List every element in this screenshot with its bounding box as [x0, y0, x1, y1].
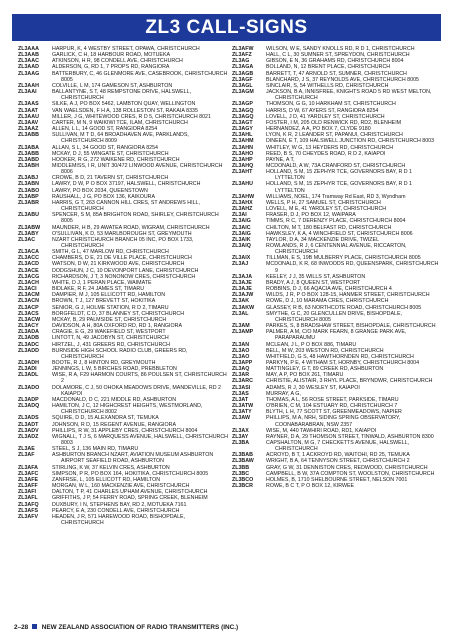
holder-address: LOVELL, J D, 41 YARDLEY ST, CHRISTCHURCH [266, 113, 385, 120]
callsign: ZL3ABU [18, 212, 39, 219]
callsign: ZL3AHT [232, 169, 253, 176]
holder-address: CHAMBERS, D E, 21 DE VILLE PLACE, CHRISTCHURCH [52, 255, 192, 262]
callsign: ZL3ACC [18, 255, 39, 262]
holder-address: SENIOR, G J, HOLME STATION, R D 2, TIMARU [52, 304, 169, 311]
holder-address: SQUIRE, D D, 15 ALEXANDRA ST, TEMUKA [52, 415, 159, 422]
callsign: ZL3ACA [18, 249, 39, 256]
callsign: ZL3AS [232, 390, 249, 397]
holder-address: PALMER, A M, C/O MARK FEARN, 8 GRANGE PARK AVE, PARAPARAUMU [266, 329, 407, 342]
callsign-entry [18, 434, 228, 446]
holder-address: ACROYD, B T, 1 ACKROYD RD, WAITOHI, RD 25, TEMUKA [266, 452, 410, 459]
callsign: ZL3AMP [232, 329, 254, 336]
holder-address: WILSON, W E, SANDY KNOLLS RD, R D 1, CHRISTCHURCH [266, 46, 415, 52]
holder-address: FOSTER, I M, 205 OLD RENWICK RD, RD2, BLENHEIM [266, 119, 402, 126]
holder-address: MCLEAN, J L, P O BOX 886, TIMARU [266, 341, 357, 348]
holder-address: BELL, M W, 203 WESTON RD, CHRISTCHURCH [266, 347, 384, 354]
holder-address: ADAMS, R J, 30 WESLEY ST, KAIAPOI [266, 384, 360, 391]
callsign: ZL3AGY [232, 126, 253, 133]
callsign: ZL3ABR [18, 199, 39, 206]
callsign: ZL3AAV [18, 119, 39, 126]
holder-address: CRAGIE, E G, 29 WAKEFIELD ST, WESTPORT [52, 329, 166, 336]
callsign: ZL3BCO [232, 476, 254, 483]
callsign: ZL3AFS [18, 507, 39, 514]
callsign: ZL3AHO [232, 150, 254, 157]
callsign: ZL3ADA [18, 329, 39, 336]
callsign: ZL3ASI [232, 384, 251, 391]
holder-address: BARRETT, T, 47 ARNOLD ST, SUMNER, CHRISTCHURCH [266, 70, 407, 77]
callsign: ZL3ADB [18, 335, 39, 342]
callsign: ZL3AM [232, 323, 250, 330]
holder-address: DUXBURY, I N, STEPHENS BAY, RD 2, MOTUEKA 7161 [52, 501, 187, 508]
holder-address: BORGFELDT, C D, 37 BLANNEY ST, CHRISTCHURCH [52, 310, 185, 317]
callsign: ZL3AX [232, 427, 249, 434]
holder-address: JENNINGS, L W, 5 BIRCHES ROAD, PREBBLETON [52, 366, 177, 373]
holder-address: DINEEN, E T, 109 HALSWELL JUNCTION RD, CHRISTCHURCH 8003 [266, 138, 435, 145]
callsign-entry [232, 483, 442, 489]
callsign: ZL3AFZ [232, 52, 252, 59]
callsign-entry [18, 385, 228, 397]
callsign: ZL3AT [232, 396, 249, 403]
callsign: ZL3ABP [18, 193, 39, 200]
callsign-list-right [232, 46, 442, 489]
holder-address: DAVIDSON, A H, 80A OXFORD RD, RD 1, RANGIORA [52, 323, 182, 330]
holder-address: O'SULLIVAN, K D, 53 MARLBOROUGH ST, GREYMOUTH [52, 230, 192, 237]
callsign: ZL3ADP [18, 396, 39, 403]
holder-address: WRIGHT, B A, 64 TENNYSON STREET, CHRISTCHURCH 2 [266, 458, 410, 465]
callsign: ZL3AGM [232, 89, 254, 96]
holder-address: MAUNDER, H B, 29 AWATEA ROAD, WIGRAM, CHRISTCHURCH [52, 224, 210, 231]
holder-address: SMYTHE, G C, 20 GLENCULLEN DRIVE, BISHOPDALE, CHRISTCHURCH 8005 [266, 310, 402, 323]
square-bullet-icon [32, 624, 37, 629]
callsign: ZL3ACN [18, 298, 39, 305]
callsign: ZL3AHM [232, 138, 254, 145]
holder-address: WELLS, P H, 27 SAMUEL ST, CHRISTCHURCH [266, 199, 381, 206]
callsign: ZL3AAD [18, 64, 39, 71]
holder-address: HAMILTON, J C, 12 HIGHCREST HEIGHTS, WESTMORLAND, CHRISTCHURCH 8002 [52, 403, 203, 416]
holder-address: PHILLIPS, M A, NRH, SIDING SPRING OBSERVATORY, COONABARABRAN, NSW 2357 [266, 415, 401, 428]
callsign: ZL3ADL [18, 372, 39, 379]
holder-address: WHITFIELD, G S, 48 HAWTHORNDEN RD, CHRISTCHURCH [266, 353, 414, 360]
callsign: ZL3AIQ [232, 243, 251, 249]
holder-address: MCKAY, B, 29 PALMSIDE ST, CHRISTCHURCH [52, 316, 167, 323]
callsign: ZL3AO [232, 353, 250, 360]
holder-address: LAWRY, PO BOX 2034, QUEENSTOWN [52, 187, 148, 194]
page-number: 2–28 [14, 624, 29, 631]
callsign: ZL3AFE [18, 476, 39, 483]
callsign: ZL3AIK [232, 236, 251, 243]
callsign: ZL3AAH [18, 82, 39, 89]
callsign: ZL3ADZ [18, 433, 39, 440]
callsign: ZL3ACE [18, 267, 39, 274]
callsign: ZL3AF [18, 452, 35, 459]
callsign: ZL3AGL [232, 82, 253, 89]
holder-address: ATKINSON, H R, 98 CONDELL AVE, CHRISTCHURCH [52, 58, 183, 65]
callsign: ZL3BC [232, 470, 250, 477]
holder-address: TIMMS, R C, 7 DERENZY PLACE, CHRISTCHURCH 8004 [266, 218, 406, 225]
callsign: ZL3AGT [232, 119, 253, 126]
callsign-entry [18, 212, 228, 224]
holder-address: PARKYN, P E, 4 WITHAM ST, HORNBY, CHRISTCHURCH 8004 [266, 359, 420, 366]
holder-address: MCDONALD, A W, 73A CRANFORD ST, CHRISTCHURCH [266, 162, 406, 169]
callsign: ZL3ACH [18, 279, 39, 286]
callsign: ZL3AIX [232, 255, 251, 262]
callsign: ZL3AJE [232, 279, 252, 286]
holder-address: ALLEN, L L, 14 GOOD ST, RANGIORA 8254 [52, 126, 158, 133]
holder-address: ROWE, B C T, P O BOX 12, KIRWEE [266, 483, 355, 490]
holder-address: WHITLEY, W G, 13 HEYDERS RD, CHRISTCHURCH [266, 144, 394, 151]
holder-address: BURNSIDE HIGH SCHOOL RADIO CLUB, GREERS RD, CHRISTCHURCH [52, 347, 188, 360]
callsign: ZL3ATY [232, 409, 252, 416]
callsign: ZL3AGA [232, 64, 254, 71]
holder-address: RAYNER, D A, 29 THOMSON STREET, TINWALD, ASHBURTON 8300 [266, 433, 434, 440]
holder-address: ASHBURTON BRANCH NZART, AVIATION MUSEUM ASHBURTON AIRPORT SEAFIELD ROAD, ASHBURTON [52, 452, 214, 465]
holder-address: CAMPBELL, B W, 37A COMPTON ST, WOOLSTON, CHRISTCHURCH [266, 470, 435, 477]
callsign-entry [18, 89, 228, 101]
callsign: ZL3ACD [18, 261, 39, 268]
callsign: ZL3AN [232, 341, 250, 348]
callsign: ZL3ABO [18, 187, 40, 194]
holder-address: WILDS, J R, P O BOX 128-15, HANMER STREET, CHRISTCHURCH [266, 292, 430, 299]
holder-address: HOLLAND, S M, 15 ZEPHYR TCE, GOVERNORS BAY, R D 1 LYTTELTON [266, 181, 412, 194]
holder-address: FRASER, D J, PO BOX 12, WAIPARA [266, 212, 356, 219]
holder-address: MAY, A P, PO BOX 261, TIMARU [266, 372, 344, 379]
callsign: ZL3AFA [18, 464, 39, 471]
holder-address: SINCLAIR, S, 54 WITHELLS RD, CHRISTCHURCH [266, 82, 389, 89]
callsign: ZL3ACY [18, 323, 39, 330]
holder-address: GIBSON, E N, 36 GRAHAMS RD, CHRISTCHURCH 8004 [266, 58, 404, 65]
callsign-entry [232, 415, 442, 427]
callsign: ZL3AHZ [232, 206, 253, 213]
callsign: ZL3ABY [18, 230, 39, 237]
callsign: ZL3ACP [18, 304, 39, 311]
holder-address: CHRISTIE, ALISTAIR, 3 RHYL PLACE, BRYNDWR, CHRISTCHURCH [266, 378, 433, 385]
callsign-entry [18, 200, 228, 212]
holder-address: BATTERBURY, C, 46 GLENMORE AVE, CASEBROOK, CHRISTCHURCH 8005 [52, 70, 228, 83]
holder-address: RAUSHALL, J G, PO BOX 136, KAIKOURA [52, 193, 156, 200]
callsign: ZL3ARC [232, 378, 253, 385]
callsign: ZL3ABB [18, 132, 39, 139]
callsign: ZL3AK [232, 298, 250, 305]
callsign: ZL3AL [232, 310, 249, 317]
callsign: ZL3AQ [232, 366, 250, 373]
callsign: ZL3AAU [18, 113, 39, 120]
callsign: ZL3AHP [232, 156, 253, 163]
callsign: ZL3ABD [18, 156, 39, 163]
callsign: ZL3AAT [18, 107, 38, 114]
holder-address: REED, B S, 70 CHEYDES ROAD, R D 2, KAIAPOI [266, 150, 386, 157]
callsign-entry [232, 181, 442, 193]
holder-address: HEADEN, J R, 571 HAREWOOD ROAD, BISHOPDALE, CHRISTCHURCH [52, 513, 186, 527]
callsign: ZL3AKW [232, 304, 255, 311]
callsign-entry [232, 440, 442, 452]
holder-address: SULLIVAN, M T D, 64 BROADHAVEN AVE, PARKLANDS, CHRISTCHURCH 8009 [52, 132, 189, 145]
holder-address: CROWE, B D, 21 TAVERN ST, CHRISTCHURCH [52, 175, 169, 182]
callsign: ZL3ACW [18, 316, 41, 323]
callsign: ZL3AHX [232, 199, 253, 206]
callsign: ZL3APP [232, 359, 253, 366]
callsign: ZL3AJW [232, 292, 254, 299]
callsign: ZL3AFW [232, 46, 254, 52]
publisher-name: NEW ZEALAND ASSOCIATION OF RADIO TRANSMITTERS (INC.) [41, 624, 239, 631]
callsign: ZL3AFV [18, 513, 39, 520]
holder-address: THOMSON, G G, 10 HARKHAM ST, CHRISTCHURCH [266, 101, 396, 108]
holder-address: BOOTE, R J, 8 HINTON RD, GREYMOUTH [52, 359, 156, 366]
callsign: ZL3AHL [232, 132, 253, 139]
holder-address: MATTINGLEY, G T, 89 CREEK RD, ASHBURTON [266, 366, 384, 373]
callsign-entry [18, 71, 228, 83]
callsign: ZL3ADV [18, 427, 39, 434]
callsign: ZL3BB [232, 464, 250, 471]
callsign: ZL3AHQ [232, 162, 254, 169]
holder-address: BLANCHARD, J S, 37 REYNOLDS AVE, CHRISTCHURCH 8005 [266, 76, 419, 83]
holder-address: HOOKER, R G, 272 WAIKENE RD, CHRISTCHURCH [52, 156, 180, 163]
holder-address: DOLAMORE, C J, 50 OHOKA MEADOWS DRIVE, MANDEVILLE, RD 2 KAIAPOI [52, 384, 221, 397]
holder-address: WHITE, D J, 1 PERAN PLACE, WAIMATE [52, 279, 152, 286]
callsign-entry [18, 237, 228, 249]
holder-address: ALDERSON, G, RD 1, 7 PROPS RD, RANGIORA [52, 64, 170, 71]
callsign: ZL3AGQ [232, 107, 254, 114]
holder-address: GLASSEY, R B, 63 NORTHCOTE ROAD, CHRISTCHURCH 8005 [266, 304, 422, 311]
callsign: ZL3AAI [18, 89, 37, 96]
callsign-entry [18, 403, 228, 415]
holder-address: WILLIAMS, NOEL, 174 Tramway Rd East, RD 3, Wyndham [266, 193, 406, 200]
holder-address: JOHNSON, R D, 15 REGENT AVENUE, RANGIORA [52, 421, 177, 428]
callsign: ZL3AAC [18, 58, 39, 65]
holder-address: LYON, K R, 2 LEANDER ST, PAPANUI, CHRISTCHURCH [266, 132, 403, 139]
holder-address: HOLLAND, S M, 15 ZEPHYR TCE, GOVERNORS BAY, R D 1 LYTTELTON [266, 169, 412, 182]
holder-address: HALL, C L, 30 SUMNER ST, SPREYDON, CHRISTCHURCH [266, 52, 410, 59]
callsign: ZL3BAB [232, 452, 253, 459]
callsign: ZL3AC [18, 236, 36, 243]
holder-address: BRADY, A J, 8 QUEEN ST, WESTPORT [266, 279, 361, 286]
callsign-entry [232, 329, 442, 341]
holder-address: SPENCER, S M, 85A BRIGHTON ROAD, SHIRLEY, CHRISTCHURCH 8005 [52, 212, 219, 225]
holder-address: STIRLING, K W, 37 KELVIN CRES, ASHBURTON [52, 464, 170, 471]
holder-address: ROWLANDS, R J, 6 CENTENNIAL AVENUE, RICCARTON, CHRISTCHURCH [266, 243, 407, 256]
holder-address: HIRTZEL, J, 431 GREERS RD, CHRISTCHURCH [52, 341, 170, 348]
holder-address: CARTER, M N, 9 WAIKIWI TCE, ILAM, CHRISTCHURCH [52, 119, 188, 126]
holder-address: GARLICK, C H, 18 HARBOUR ROAD, MOTUEKA [52, 52, 171, 59]
callsign-entry [18, 514, 228, 526]
callsign: ZL3ACG [18, 273, 40, 280]
page-title: ZL3 CALL-SIGNS [12, 14, 441, 41]
holder-address: HARPUR, K, 4 WESTBY STREET, OPAWA, CHRISTCHURCH [52, 46, 200, 52]
holder-address: MILLER, J G, WHITEWOOD CRES, R D 5, CHRISTCHURCH 8021 [52, 113, 211, 120]
holder-address: MACDONALD, D C, 221 MIDDLE RD, ASHBURTON [52, 396, 177, 403]
holder-address: PHILLIPS, R W, 31 APPLEBY CRES, CHRISTCHURCH 8004 [52, 427, 198, 434]
callsign: ZL3AO [232, 347, 250, 354]
page-footer [14, 624, 238, 631]
holder-address: CAPSHALTON, M G, 7 CHECKETTS AVENUE, HALSWELL, CHRISTCHURCH [266, 440, 410, 453]
callsign: ZL3ABJ [18, 175, 39, 182]
callsign-list-left [18, 46, 228, 526]
callsign: ZL3AAB [18, 52, 39, 59]
holder-address: JACKSON, B A, INNISFREE, KNIGHTS ROAD 5 RD WEST MELTON, CHRISTCHURCH [266, 89, 432, 102]
callsign: ZL3BAW [232, 458, 254, 465]
callsign: ZL3ADD [18, 347, 39, 354]
callsign: ZL3AHU [232, 181, 253, 188]
callsign: ZL3ADO [18, 384, 40, 391]
holder-address: WIGNALL, T J S, 6 MARQUESS AVENUE, HALSWELL, CHRISTCHURCH 8003 [52, 433, 229, 446]
callsign-entry [18, 132, 228, 144]
holder-address: RICHARDSON, J T, 3 NONONOW CRES, CHRISTCHURCH [52, 273, 196, 280]
holder-address: DAMPIER, M J, 105 ELLICOTT RD, HAMILTON [52, 292, 166, 299]
holder-address: MCKAY, D J, 55 WINGATE ST, CHRISTCHURCH [52, 150, 169, 157]
callsign: ZL3AJ [232, 261, 249, 268]
holder-address: SIMPSON, P R, PO BOX 164, HOKITIKA, CHRISTCHURCH 8005 [52, 470, 209, 477]
holder-address: PEARCY, E A, 230 CONDELL AVE, CHRISTCHURCH [52, 507, 180, 514]
holder-address: SMITH, G L, 47 MARLOW RD, CHRISTCHURCH [52, 249, 169, 256]
callsign: ZL3AFL [18, 495, 38, 502]
callsign: ZL3AIG [232, 230, 251, 237]
callsign: ZL3AW [232, 415, 250, 422]
callsign: ZL3AGB [232, 70, 254, 77]
holder-address: KEELEY, J J, 35 WILLS ST, ASHBURTON [266, 273, 366, 280]
callsign: ZL3ADC [18, 341, 39, 348]
callsign-entry [232, 169, 442, 181]
holder-address: WISE, R A, F29 HARMON COURTS, 86 POULSEN ST, CHRISTCHURCH 2 [52, 372, 227, 385]
holder-address: GRIFFITHS, J P, 54 FERRY ROAD, SPRING CREEK, BLENHEIM [52, 495, 208, 502]
callsign: ZL3ACS [18, 310, 39, 317]
holder-address: THOMAS, A L, 56 ROSE STREET, PARKSIDE, TIMARU [266, 396, 399, 403]
holder-address: HARRIS, G T, 263 CANNON HILL CRES, ST ANDREWS HILL, CHRISTCHURCH [52, 199, 200, 213]
callsign: ZL3AIG [232, 218, 251, 225]
callsign: ZL3AAG [18, 70, 40, 77]
callsign-entry [18, 163, 228, 175]
callsign: ZL3AFQ [18, 501, 39, 508]
holder-address: CHILTON, M T, 180 BELFAST RD, CHRISTCHURCH [266, 224, 392, 231]
holder-address: NZART CHRISTCHURCH BRANCH 05 INC, PO BOX 1733, CHRISTCHURCH [52, 236, 194, 249]
callsign: ZL3AFF [18, 483, 38, 490]
holder-address: LINTOTT, N, 49 JACOBYN ST, CHRISTCHURCH [52, 335, 169, 342]
holder-address: LAWRY, D W, P O BOX 37197, HALSWELL, CHRISTCHURCH [52, 181, 201, 188]
holder-address: WISE, M, 440 TAWHIRI ROAD, RD1, KAIAPOI [266, 427, 377, 434]
holder-address: BROWN, T J, 127 BREVETT ST, HOKITIKA [52, 298, 156, 305]
holder-address: MIDDLEMISS, I R, UNIT 30/472 LINWOOD AVENUE, CHRISTCHURCH 8006 [52, 162, 223, 176]
callsign: ZL3AIC [232, 224, 251, 231]
holder-address: HERNANDEZ, A A, PO BOX 7, CLYDE 9180 [266, 126, 371, 133]
holder-address: HOLMES, B, 1710 SHELBOURNE STREET, NELSON 7001 [266, 476, 408, 483]
holder-address: DODGSHUN, J C, 10 DEVONPORT LANE, CHRISTCHURCH [52, 267, 199, 274]
callsign: ZL3AGQ [232, 113, 254, 120]
callsign: ZL3AG [232, 58, 250, 65]
holder-address: GRAY, G W, 31 DENNISTON CRES, REDWOOD, CHRISTCHURCH [266, 464, 428, 471]
callsign: ZL3ABA [18, 144, 39, 151]
holder-address: ALLAN, S L, 34 GOOD ST, RANGIORA 8254 [52, 144, 158, 151]
holder-address: BLYTH, L H, 77 SCOTT ST, GREENMEADOWS, NAPIER [266, 409, 402, 416]
callsign: ZL3AGF [232, 76, 253, 83]
callsign: ZL3AR [232, 372, 250, 379]
callsign: ZL3ABN [18, 181, 39, 188]
holder-address: TAYLOR, D A, 34 MACKENZIE DRIVE, TWIZEL [266, 236, 380, 243]
holder-address: ROWE, D J, 10 MARAMA CRES, CHRISTCHURCH [266, 298, 389, 305]
callsign: ZL3AJA [232, 273, 253, 280]
callsign: ZL3AJE [232, 286, 252, 293]
holder-address: BALLANTYNE, S T, 48 REMPSTONE DRIVE, HALSWELL, CHRISTCHURCH [52, 89, 192, 102]
callsign: ZL3ADH [18, 359, 39, 366]
callsign: ZL3AE [18, 446, 35, 453]
callsign: ZL3AFI [18, 489, 36, 496]
callsign-entry [232, 261, 442, 273]
callsign: ZL3BCR [232, 483, 253, 490]
callsign: ZL3AAA [18, 46, 39, 52]
holder-address: WATSON, D W, 21 KIRKWOOD AVE, CHRISTCHURCH [52, 261, 185, 268]
callsign: ZL3AHN [232, 144, 253, 151]
callsign: ZL3AFC [18, 470, 39, 477]
callsign: ZL3ADT [18, 421, 39, 428]
holder-address: HARRIS, D W, 67 AYERS ST, RANGIORA 8254 [266, 107, 379, 114]
callsign: ZL3ABB [18, 150, 39, 157]
callsign: ZL3AI [232, 212, 247, 219]
holder-address: COLVILLE, L M, 174 GAMESON ST, ASHBURTON [52, 82, 173, 89]
callsign: ZL3AAS [18, 101, 39, 108]
callsign-entry [18, 372, 228, 384]
holder-address: HAWKSLEY, K A, 4 WINCHFIELD ST, CHRISTCHURCH 8006 [266, 230, 413, 237]
callsign: ZL3ATW [232, 403, 254, 410]
holder-address: O'BRIEN, C M, 104 ESTUARY RD, CHRISTCHURCH 7 [266, 403, 398, 410]
callsign: ZL3AAZ [18, 126, 39, 133]
callsign-entry [232, 243, 442, 255]
callsign: ZL3ABW [18, 224, 41, 231]
callsign: ZL3ADS [18, 415, 39, 422]
callsign: ZL3BA [232, 440, 250, 446]
holder-address: LOVELL, M E, 41 YARDLEY ST, CHRISTCHURCH [266, 206, 387, 213]
callsign: ZL3ABH [18, 162, 39, 169]
holder-address: MORGAN, W L, 160 MACKENZIE AVE, CHRISTCHURCH [52, 483, 190, 490]
holder-address: SILKE, A J, PO BOX 5462, LAMBTON QUAY, WELLINGTON [52, 101, 196, 108]
holder-address: BOLLAND, N, 12 BRENT PLACE, CHRISTCHURCH [266, 64, 391, 71]
holder-address: PARKES, S, 8 BRADSHAW STREET, BISHOPDALE, CHRISTCHURCH [266, 323, 436, 330]
callsign: ZL3AHW [232, 193, 255, 200]
callsign: ZL3ACI [18, 286, 37, 293]
holder-address: ZANFRSE, L, 105 ELLICOTT RD, HAMILTON [52, 476, 161, 483]
callsign-entry [232, 311, 442, 323]
holder-address: DALTON, T P, 41 CHARLES UPHAM AVENUE, CHRISTCHURCH [52, 489, 208, 496]
callsign-entry [18, 348, 228, 360]
callsign: ZL3AGP [232, 101, 253, 108]
holder-address: TILLMAN, E S, 19B MULBERRY PLACE, CHRISTCHURCH 8005 [266, 255, 421, 262]
callsign: ZL3ADQ [18, 403, 40, 410]
callsign-entry [232, 89, 442, 101]
holder-address: MCDONALD, K R, 68 INWOODS RD, QUEENSPARK, CHRISTCHURCH 9 [266, 261, 439, 274]
holder-address: VAN WAELSDEN, F H A, 138 ROLLESTON ST, RAKAIA 8335 [52, 107, 198, 114]
callsign-entry [18, 452, 228, 464]
holder-address: PAYNE, A T, [266, 156, 295, 163]
holder-address: MURRAY, A G, [266, 390, 301, 397]
callsign: ZL3ADI [18, 366, 37, 373]
callsign: ZL3AY [232, 433, 249, 440]
holder-address: ROBBINS, D J, 66 AQACIA AVE, CHRISTCHURCH 4 [266, 286, 392, 293]
holder-address: STEEL, S J, 136 MAIN RD, TIMARU [52, 446, 139, 453]
callsign: ZL3ACM [18, 292, 40, 299]
holder-address: BIDLAKE, R F, 24 JAMES ST, TIMARU [52, 286, 145, 293]
